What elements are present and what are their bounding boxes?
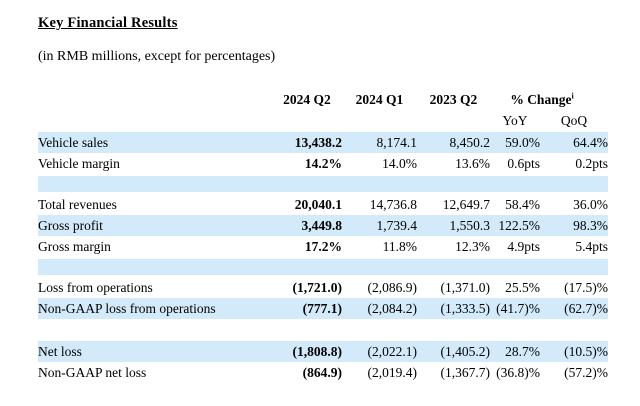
value-2023-q2: (1,405.2) <box>440 343 490 359</box>
value-2024-q1: (2,022.1) <box>367 343 417 359</box>
value-2024-q1: 1,739.4 <box>376 217 417 233</box>
value-qoq: (62.7)% <box>564 300 608 316</box>
table-section-divider <box>38 259 608 275</box>
row-label: Vehicle sales <box>38 134 109 150</box>
table-row-total-revenues <box>38 194 608 215</box>
table-section-gap <box>38 319 608 341</box>
value-2023-q2: (1,371.0) <box>440 279 490 295</box>
value-yoy: 122.5% <box>498 217 540 233</box>
value-2024-q2: 13,438.2 <box>294 134 342 150</box>
value-qoq: (17.5)% <box>564 279 608 295</box>
table-header-row-periods <box>38 90 608 109</box>
table-row-gross-margin <box>38 236 608 257</box>
value-2024-q2: 17.2% <box>304 238 342 254</box>
value-yoy: 28.7% <box>505 343 540 359</box>
header-qoq: QoQ <box>560 112 588 128</box>
value-qoq: 0.2pts <box>575 155 608 171</box>
row-label: Gross profit <box>38 217 103 233</box>
value-2023-q2: 8,450.2 <box>449 134 490 150</box>
value-2024-q2: (1,721.0) <box>292 279 342 295</box>
value-2024-q2: (1,808.8) <box>292 343 342 359</box>
table-row-net-loss <box>38 341 608 362</box>
percent-change-label: % Change <box>510 91 572 107</box>
value-yoy: (41.7)% <box>496 300 540 316</box>
value-2023-q2: 1,550.3 <box>449 217 490 233</box>
value-2024-q1: 14,736.8 <box>369 196 417 212</box>
row-label: Non-GAAP net loss <box>38 364 147 380</box>
value-2024-q1: (2,086.9) <box>367 279 417 295</box>
row-label: Gross margin <box>38 238 111 254</box>
value-2024-q1: 14.0% <box>382 155 417 171</box>
header-2023-q2: 2023 Q2 <box>429 91 478 107</box>
value-2024-q2: (777.1) <box>302 300 342 316</box>
value-2024-q1: 11.8% <box>382 238 417 254</box>
table-row-vehicle-sales <box>38 132 608 153</box>
value-2023-q2: (1,367.7) <box>440 364 490 380</box>
header-2024-q1: 2024 Q1 <box>355 91 404 107</box>
row-label: Loss from operations <box>38 279 153 295</box>
row-label: Vehicle margin <box>38 155 120 171</box>
value-2024-q2: 20,040.1 <box>294 196 342 212</box>
value-2023-q2: 13.6% <box>455 155 490 171</box>
value-qoq: (10.5)% <box>564 343 608 359</box>
value-qoq: 98.3% <box>573 217 608 233</box>
value-yoy: 4.9pts <box>507 238 540 254</box>
value-2024-q2: 3,449.8 <box>301 217 342 233</box>
value-2023-q2: 12.3% <box>455 238 490 254</box>
header-2024-q2: 2024 Q2 <box>283 91 331 107</box>
row-label: Total revenues <box>38 196 117 212</box>
table-row-loss-from-operations <box>38 277 608 298</box>
row-label: Net loss <box>38 343 82 359</box>
row-label: Non-GAAP loss from operations <box>38 300 216 316</box>
value-qoq: 36.0% <box>573 196 608 212</box>
table-section-divider <box>38 176 608 192</box>
value-2024-q2: (864.9) <box>302 364 342 380</box>
value-2024-q1: (2,019.4) <box>367 364 417 380</box>
value-yoy: (36.8)% <box>496 364 540 380</box>
percent-change-footnote-marker: i <box>571 91 574 100</box>
financial-results-table <box>38 90 608 383</box>
table-row-non-gaap-loss-from-operations <box>38 298 608 319</box>
value-2024-q2: 14.2% <box>304 155 342 171</box>
value-qoq: 64.4% <box>573 134 608 150</box>
table-row-vehicle-margin <box>38 153 608 174</box>
value-yoy: 58.4% <box>505 196 540 212</box>
header-percent-change <box>490 92 608 108</box>
value-2023-q2: 12,649.7 <box>442 196 490 212</box>
value-2023-q2: (1,333.5) <box>440 300 490 316</box>
value-2024-q1: (2,084.2) <box>367 300 417 316</box>
value-yoy: 0.6pts <box>507 155 540 171</box>
table-row-gross-profit <box>38 215 608 236</box>
value-2024-q1: 8,174.1 <box>376 134 417 150</box>
page-title: Key Financial Results <box>38 15 178 31</box>
page-subtitle: (in RMB millions, except for percentages) <box>38 49 276 64</box>
value-qoq: (57.2)% <box>564 364 608 380</box>
value-yoy: 59.0% <box>505 134 540 150</box>
table-header-row-change <box>38 109 608 132</box>
value-yoy: 25.5% <box>505 279 540 295</box>
value-qoq: 5.4pts <box>575 238 608 254</box>
table-row-non-gaap-net-loss <box>38 362 608 383</box>
header-yoy: YoY <box>502 112 528 128</box>
